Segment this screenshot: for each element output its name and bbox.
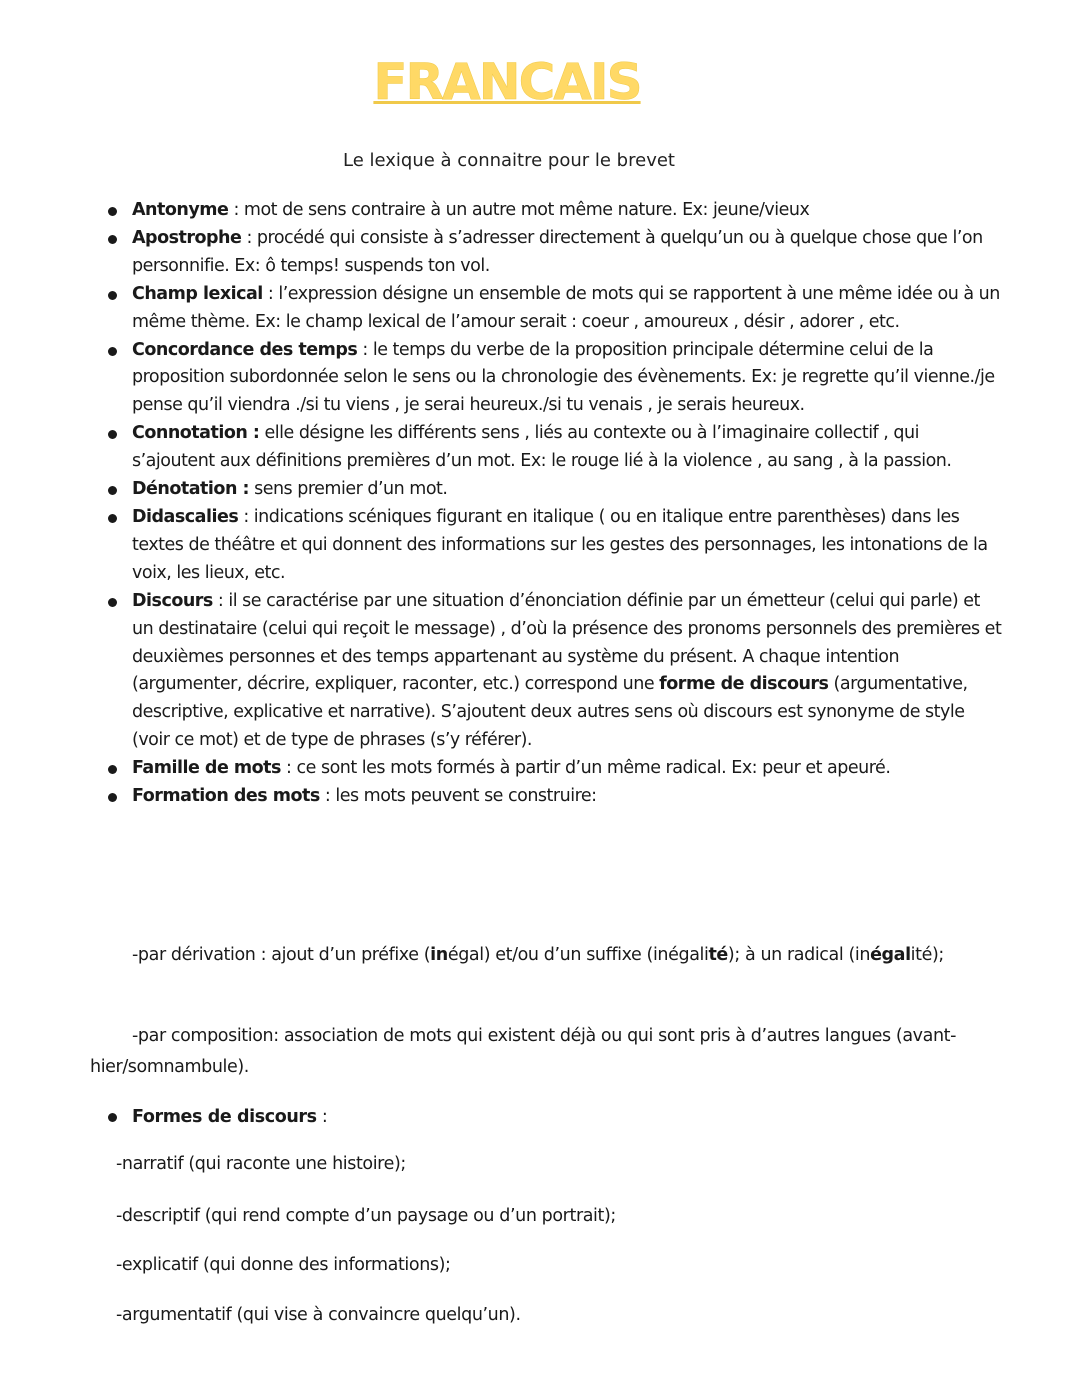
entry-definition: l’expression désigne un ensemble de mots qui se rapportent à une même idée ou à un même thème. Ex: le champ lexical de l’amour serait : coeur , amoureux , désir , adorer , etc.	[132, 283, 1000, 332]
entry-term: Didascalies	[132, 506, 239, 527]
entry-term: Concordance des temps	[132, 339, 358, 360]
glossary-list	[104, 197, 1004, 811]
bold-run: té	[708, 945, 728, 965]
list-item	[104, 755, 1004, 783]
entry-definition: les mots peuvent se construire:	[335, 786, 597, 807]
text-run: -par dérivation : ajout d’un préfixe (	[132, 945, 431, 965]
discourse-kind: -descriptif (qui rend compte d’un paysage ou d’un portrait);	[116, 1206, 616, 1226]
entry-definition: il se caractérise par une situation d’énonciation définie par un émetteur (celui qui parle) et un destinataire (celui qui reçoit le message) , d’où la présence des pronoms personnels des premières et deuxièmes personnes et des temps appartenant au système du présent. A chaque intention (argumenter, décrire, expliquer, raconter, etc.) correspond une	[132, 590, 1002, 695]
list-item	[104, 281, 1004, 337]
list-item	[104, 197, 1004, 225]
entry-term: Antonyme	[132, 200, 229, 220]
text-run: ité);	[910, 945, 944, 965]
entry-separator: :	[212, 590, 229, 611]
list-item	[104, 783, 1004, 811]
entry-separator: :	[316, 1107, 328, 1127]
list-item	[104, 504, 1004, 588]
text-run: égal) et/ou d’un suffixe (inégali	[447, 945, 709, 965]
derivation-paragraph	[90, 940, 990, 971]
text-run: ); à un radical (in	[727, 945, 871, 965]
entry-term: Formation des mots	[132, 786, 320, 807]
entry-definition: indications scéniques figurant en italique ( ou en italique entre parenthèses) dans les textes de théâtre et qui donnent des informations sur les gestes des personnages, les intonations de la voix, les lieux, etc.	[132, 506, 988, 583]
list-item	[104, 337, 1004, 421]
entry-term: Dénotation :	[132, 479, 249, 500]
entry-term: Apostrophe	[132, 227, 242, 248]
bold-run: égal	[870, 945, 911, 965]
entry-inline-bold: forme de discours	[659, 674, 829, 695]
entry-term: Connotation :	[132, 423, 260, 444]
entry-term: Famille de mots	[132, 758, 281, 779]
entry-term: Formes de discours	[132, 1107, 317, 1127]
text-run: -par composition: association de mots qui existent déjà ou qui sont pris à d’autres langues (avant-hier/somnambule).	[90, 1026, 957, 1077]
bold-run: in	[430, 945, 448, 965]
entry-definition: ce sont les mots formés à partir d’un même radical. Ex: peur et apeuré.	[296, 758, 891, 779]
entry-definition: elle désigne les différents sens , liés au contexte ou à l’imaginaire collectif , qui s’ajoutent aux définitions premières d’un mot. Ex: le rouge lié à la violence , au sang , à la passion.	[132, 423, 952, 472]
entry-separator: :	[319, 786, 336, 807]
entry-separator: :	[262, 283, 279, 304]
entry-definition: le temps du verbe de la proposition principale détermine celui de la proposition subordonnée selon le sens ou la chronologie des évènements. Ex: je regrette qu’il vienne./je pense qu’il viendra ./si tu viens , je serai heureux./si tu venais , je serais heureux.	[132, 339, 995, 416]
page-subtitle: Le lexique à connaitre pour le brevet	[343, 150, 675, 171]
discourse-kind: -explicatif (qui donne des informations);	[116, 1255, 451, 1275]
list-item	[104, 420, 1004, 476]
entry-definition: procédé qui consiste à s’adresser directement à quelqu’un ou à quelque chose que l’on personnifie. Ex: ô temps! suspends ton vol.	[132, 227, 983, 276]
list-item	[104, 1103, 1004, 1131]
entry-definition: mot de sens contraire à un autre mot même nature. Ex: jeune/vieux	[243, 200, 810, 220]
entry-separator: :	[241, 227, 257, 248]
page-title: FRANCAIS	[373, 53, 641, 111]
list-item-discours	[104, 588, 1004, 755]
entry-definition: sens premier d’un mot.	[254, 479, 448, 500]
entry-term: Champ lexical	[132, 283, 263, 304]
discourse-kind: -narratif (qui raconte une histoire);	[116, 1154, 406, 1174]
discourse-kind: -argumentatif (qui vise à convaincre quelqu’un).	[116, 1305, 521, 1325]
list-item	[104, 225, 1004, 281]
entry-separator: :	[357, 339, 373, 360]
composition-paragraph	[90, 1021, 990, 1083]
entry-term: Discours	[132, 590, 213, 611]
entry-definition-end: (argumentative, descriptive, explicative et narrative). S’ajoutent deux autres sens où discours est synonyme de style (voir ce mot) et de type de phrases (s’y référer).	[132, 674, 968, 751]
entry-separator: :	[228, 200, 244, 220]
entry-separator: :	[238, 506, 254, 527]
list-item	[104, 476, 1004, 504]
entry-separator: :	[280, 758, 297, 779]
formes-list	[104, 1103, 1004, 1131]
